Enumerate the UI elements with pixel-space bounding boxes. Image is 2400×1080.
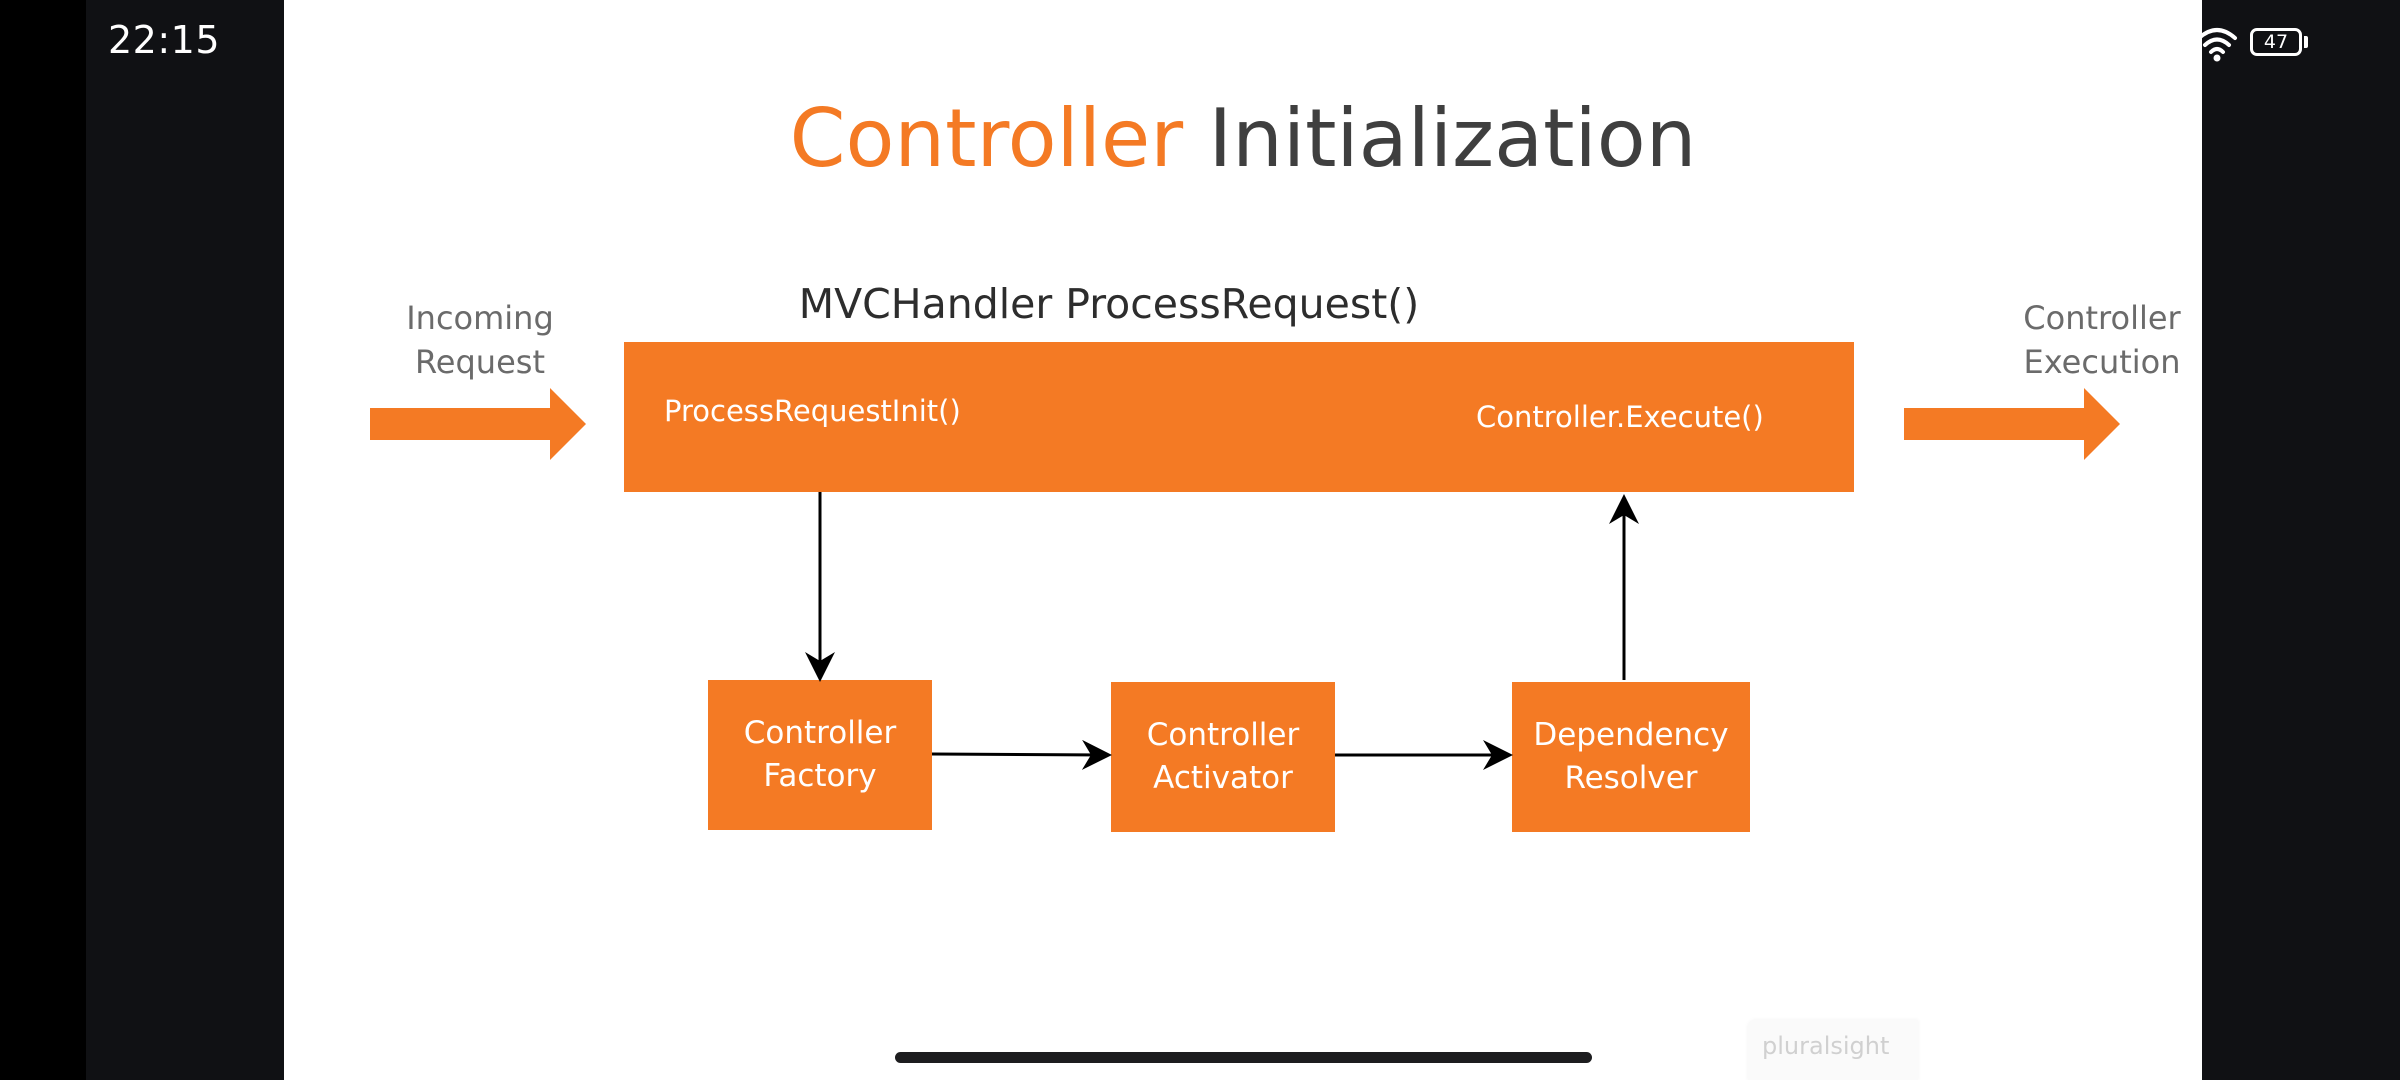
battery-nub <box>2304 36 2308 48</box>
controller-activator-line-2: Activator <box>1153 760 1293 796</box>
controller-execution-label <box>1992 296 2202 384</box>
incoming-request-label <box>370 296 590 384</box>
slide-title <box>284 92 2202 185</box>
dependency-resolver-line-1: Dependency <box>1533 717 1729 753</box>
battery-indicator: 47 <box>2250 28 2302 56</box>
mvc-handler-box <box>624 342 1854 492</box>
arrow-factory-to-activator <box>932 754 1106 755</box>
status-time: 22:15 <box>108 18 221 62</box>
incoming-line-2: Request <box>415 343 545 381</box>
wifi-icon <box>2196 24 2238 64</box>
incoming-line-1: Incoming <box>406 299 554 337</box>
controller-execute-label: Controller.Execute() <box>1476 400 1764 434</box>
process-request-init-label: ProcessRequestInit() <box>664 394 961 428</box>
execution-arrow-icon <box>1904 388 2120 460</box>
controller-factory-line-1: Controller <box>743 715 897 751</box>
controller-activator-line-1: Controller <box>1146 717 1300 753</box>
pluralsight-watermark: pluralsight <box>1762 1032 1890 1060</box>
left-black-bar <box>0 0 86 1080</box>
incoming-arrow-icon <box>370 388 586 460</box>
title-rest: Initialization <box>1183 92 1697 185</box>
controller-activator-box <box>1111 682 1335 832</box>
controller-factory-line-2: Factory <box>763 758 877 794</box>
dependency-resolver-box <box>1512 682 1750 832</box>
title-accent: Controller <box>789 92 1184 185</box>
execution-line-2: Execution <box>2023 343 2181 381</box>
home-indicator[interactable] <box>895 1052 1592 1063</box>
slide <box>284 0 2202 1080</box>
handler-label: MVCHandler ProcessRequest() <box>798 280 1420 328</box>
execution-line-1: Controller <box>2023 299 2181 337</box>
controller-factory-box <box>708 680 932 830</box>
dependency-resolver-line-2: Resolver <box>1564 760 1698 796</box>
